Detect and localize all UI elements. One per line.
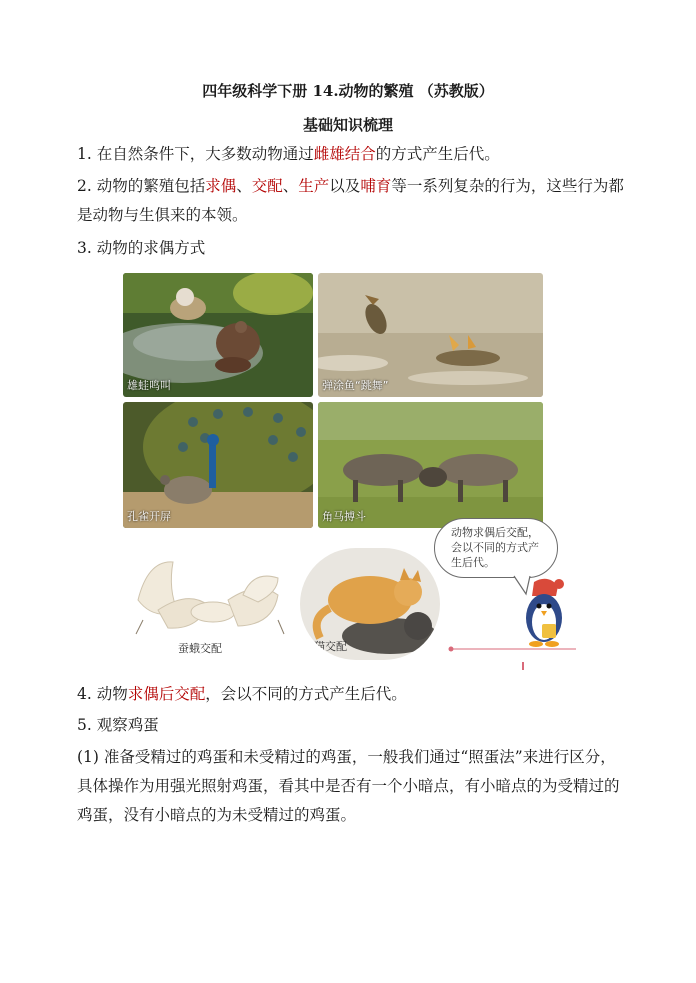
highlight: 哺育 xyxy=(360,177,392,195)
speech-bubble xyxy=(434,518,558,578)
highlight: 求偶后交配 xyxy=(127,685,206,703)
highlight: 生产 xyxy=(298,177,330,195)
caption-silkmoth: 蚕蛾交配 xyxy=(178,642,222,655)
text: ，会以不同的方式产生后代。 xyxy=(205,685,407,703)
paragraph-4 xyxy=(77,680,627,709)
text: 2. 动物的繁殖包括 xyxy=(77,177,206,195)
highlight: 求偶 xyxy=(205,177,237,195)
tick-mark xyxy=(522,662,524,670)
paragraph-2 xyxy=(77,172,627,230)
page-title: 四年级科学下册 14.动物的繁殖 （苏教版） xyxy=(202,82,494,100)
paragraph-6: (1) 准备受精过的鸡蛋和未受精过的鸡蛋，一般我们通过“照蛋法”来进行区分，具体操作为用强光照射鸡蛋，看其中是否有一个小暗点，有小暗点的为受精过的鸡蛋，没有小暗点的为未受精过的鸡蛋。 xyxy=(77,748,620,824)
caption-peacock: 孔雀开屏 xyxy=(127,510,171,523)
photo-peacock xyxy=(123,402,313,528)
section-title: 基础知识梳理 xyxy=(302,116,393,134)
text: 1. 在自然条件下，大多数动物通过 xyxy=(77,145,314,163)
paragraph-1 xyxy=(77,140,627,169)
photo-cat xyxy=(300,548,440,660)
penguin-mascot-icon xyxy=(512,576,572,648)
photo-frog xyxy=(123,273,313,397)
highlight: 交配 xyxy=(251,177,283,195)
caption-frog: 雄蛙鸣叫 xyxy=(127,379,171,392)
text: 的方式产生后代。 xyxy=(375,145,500,163)
paragraph-3: 3. 动物的求偶方式 xyxy=(77,239,206,257)
text: 以及 xyxy=(329,177,361,195)
highlight: 雌雄结合 xyxy=(313,145,376,163)
divider-line xyxy=(448,645,578,653)
photo-wildebeest xyxy=(318,402,543,528)
caption-wildebeest: 角马搏斗 xyxy=(322,510,366,523)
photo-mudskipper xyxy=(318,273,543,397)
caption-cat: 猫交配 xyxy=(314,640,347,653)
text: 4. 动物 xyxy=(77,685,128,703)
text: 、 xyxy=(282,177,299,195)
text: 、 xyxy=(236,177,252,195)
photo-silkmoth xyxy=(128,550,288,658)
caption-mudskipper: 弹涂鱼“跳舞” xyxy=(322,379,389,392)
paragraph-5: 5. 观察鸡蛋 xyxy=(77,716,159,734)
text: 等一系列复杂的行为，这些行为都是动物与生俱来的本领。 xyxy=(77,177,624,224)
bubble-text: 动物求偶后交配，会以不同的方式产生后代。 xyxy=(451,526,539,569)
